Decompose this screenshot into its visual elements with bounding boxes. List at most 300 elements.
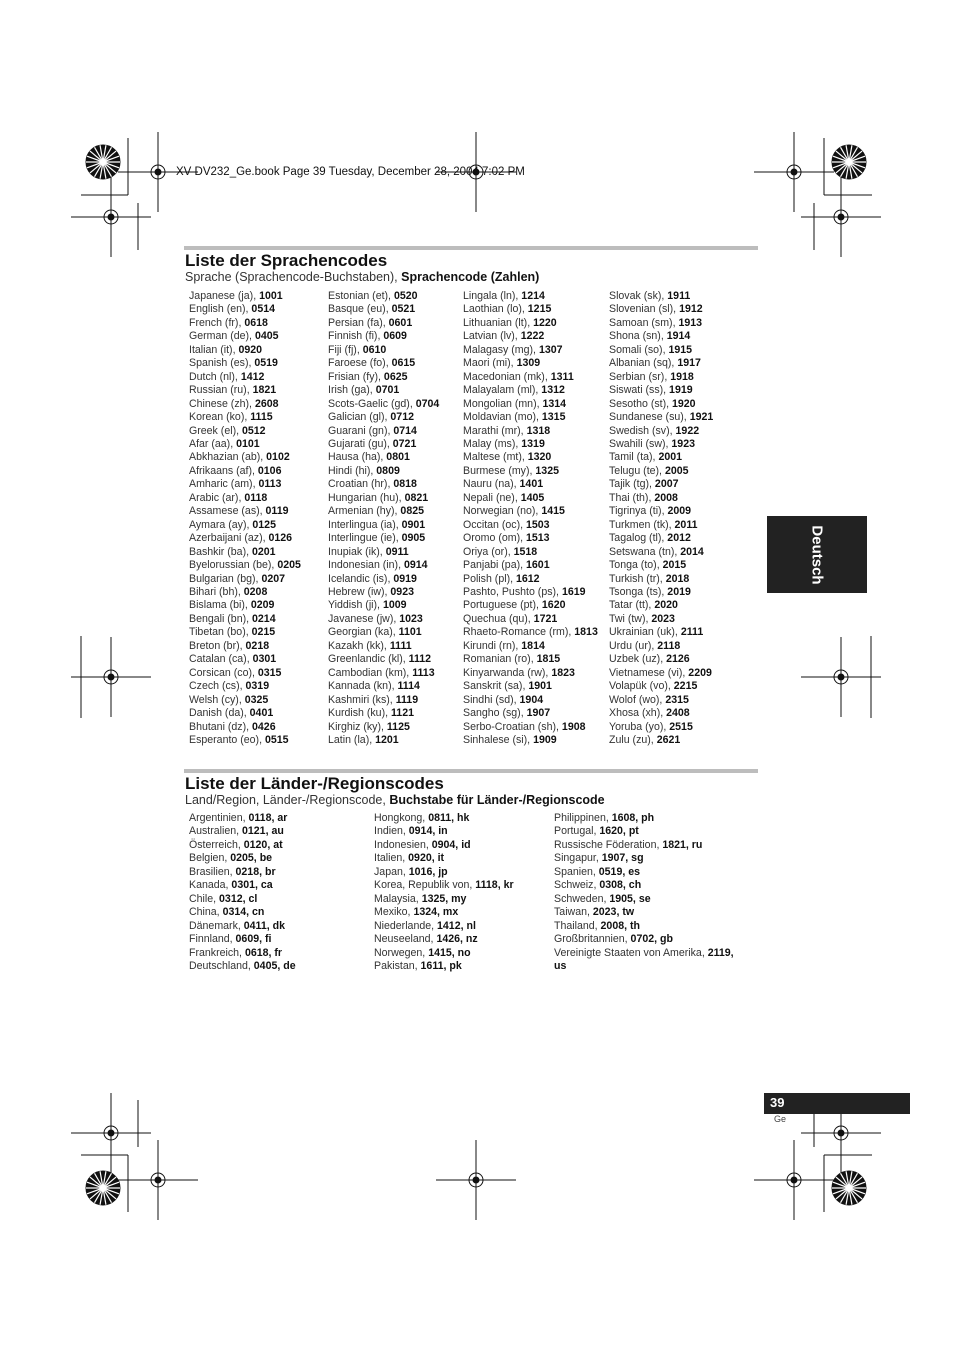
- list-item: [189, 653, 301, 666]
- entry-code: 1620, pt: [599, 825, 639, 838]
- page-number-bar: [764, 1093, 910, 1114]
- entry-code: 0601: [388, 316, 413, 329]
- list-item: [463, 573, 598, 586]
- entry-name: Polish (pl),: [463, 572, 516, 585]
- entry-code: 0405, de: [253, 959, 296, 972]
- entry-code: 1314: [542, 397, 567, 410]
- list-item: [189, 599, 301, 612]
- entry-name: German (de),: [189, 330, 255, 343]
- list-item: [328, 613, 439, 626]
- entry-code: 1118, kr: [475, 879, 514, 892]
- list-item: [189, 879, 296, 892]
- entry-code: 0514: [251, 303, 275, 316]
- country-column-1: [189, 812, 296, 973]
- entry-name: Chinese (zh),: [189, 397, 255, 410]
- entry-name: Icelandic (is),: [328, 572, 394, 585]
- section-rule: [184, 769, 758, 773]
- entry-name: Tigrinya (ti),: [609, 505, 668, 518]
- list-item: [609, 303, 713, 316]
- entry-name: Belgien,: [189, 852, 231, 865]
- list-item: [609, 519, 713, 532]
- entry-name: Frisian (fy),: [328, 370, 384, 383]
- list-item: [189, 425, 301, 438]
- entry-code: 1111: [389, 639, 412, 652]
- entry-code: 1821: [252, 384, 277, 397]
- entry-code: 0118, ar: [248, 812, 288, 824]
- language-section-subtitle: [185, 270, 539, 284]
- entry-code: 1907, sg: [601, 852, 644, 865]
- list-item: [328, 492, 439, 505]
- entry-code: 1821, ru: [662, 838, 703, 851]
- list-item: [189, 371, 301, 384]
- entry-name: Marathi (mr),: [463, 424, 527, 437]
- entry-name: Kazakh (kk),: [328, 639, 390, 652]
- list-item: [609, 344, 713, 357]
- entry-name: Albanian (sq),: [609, 357, 678, 370]
- entry-code: 0207: [261, 572, 286, 585]
- list-item: [189, 640, 301, 653]
- entry-code: 0512: [241, 424, 266, 437]
- entry-name: Tonga (to),: [609, 559, 663, 572]
- entry-code: 0625: [383, 370, 408, 383]
- entry-code: 0126: [268, 532, 293, 545]
- entry-code: 0609, fi: [235, 933, 272, 946]
- entry-code: 0515: [264, 733, 289, 746]
- list-item: [609, 721, 713, 734]
- entry-name: Maori (mi),: [463, 357, 517, 370]
- entry-name: Russische Föderation,: [554, 838, 663, 851]
- entry-code: 1426, nz: [436, 933, 478, 946]
- list-item: [328, 532, 439, 545]
- entry-name: Hongkong,: [374, 812, 429, 824]
- entry-name: Amharic (am),: [189, 478, 259, 491]
- entry-name: Telugu (te),: [609, 464, 665, 477]
- entry-code: 1318: [526, 424, 551, 437]
- entry-code: 0914: [403, 559, 428, 572]
- entry-code: 1815: [536, 653, 561, 666]
- entry-name: Japanese (ja),: [189, 290, 260, 302]
- entry-name: Spanish (es),: [189, 357, 255, 370]
- list-item: [374, 879, 514, 892]
- entry-code: 2119,: [707, 946, 734, 959]
- entry-name: Zulu (zu),: [609, 733, 657, 746]
- list-item: [463, 546, 598, 559]
- entry-name: Latin (la),: [328, 733, 376, 746]
- entry-name: Siswati (ss),: [609, 384, 670, 397]
- entry-code: 1601: [526, 559, 550, 572]
- entry-name: Afar (aa),: [189, 437, 237, 450]
- list-item: [554, 879, 734, 892]
- entry-code: 0405: [254, 330, 279, 343]
- entry-name: Hausa (ha),: [328, 451, 387, 464]
- entry-name: Corsican (co),: [189, 666, 258, 679]
- entry-code: 0519: [254, 357, 278, 370]
- entry-code: 0411, dk: [243, 919, 285, 932]
- entry-name: French (fr),: [189, 316, 245, 329]
- entry-name: Deutschland,: [189, 959, 254, 972]
- entry-name: Rhaeto-Romance (rm),: [463, 626, 575, 639]
- entry-name: Dutch (nl),: [189, 370, 241, 383]
- entry-name: Burmese (my),: [463, 464, 536, 477]
- list-item: [328, 707, 439, 720]
- entry-code: 1324, mx: [413, 906, 459, 919]
- list-item: [328, 694, 439, 707]
- entry-name: Vereinigte Staaten von Amerika,: [554, 946, 708, 959]
- entry-name: Afrikaans (af),: [189, 464, 258, 477]
- entry-code: 0101: [236, 437, 260, 450]
- entry-code: 1309: [516, 357, 541, 370]
- language-section-title: Liste der Sprachencodes: [185, 251, 388, 270]
- entry-code: 1201: [375, 733, 399, 746]
- entry-name: Panjabi (pa),: [463, 559, 527, 572]
- list-item: [554, 866, 734, 879]
- entry-code: 1125: [386, 720, 410, 733]
- entry-name: Sindhi (sd),: [463, 693, 520, 706]
- print-header-line: XV-DV232_Ge.book Page 39 Tuesday, December 28, 2004 7:02 PM: [176, 166, 525, 178]
- list-item: [554, 812, 734, 825]
- entry-code: 0618, fr: [244, 946, 283, 959]
- entry-code: 0301, ca: [231, 879, 273, 892]
- list-item: [463, 613, 598, 626]
- list-item: [189, 411, 301, 424]
- list-item: [609, 680, 713, 693]
- entry-name: Laothian (lo),: [463, 303, 528, 316]
- list-item: [328, 290, 439, 303]
- entry-name: Tajik (tg),: [609, 478, 655, 491]
- entry-name: Kashmiri (ks),: [328, 693, 396, 706]
- list-item: [554, 852, 734, 865]
- entry-name: Nauru (na),: [463, 478, 520, 491]
- entry-name: Swedish (sv),: [609, 424, 676, 437]
- list-item: [463, 640, 598, 653]
- entry-name: Malay (ms),: [463, 437, 522, 450]
- list-item: [328, 465, 439, 478]
- entry-name: Thai (th),: [609, 491, 655, 504]
- list-item: [328, 586, 439, 599]
- list-item: [463, 532, 598, 545]
- entry-name: Finnland,: [189, 933, 236, 946]
- entry-code: 0610: [362, 343, 387, 356]
- list-item: [328, 398, 439, 411]
- entry-name: Swahili (sw),: [609, 437, 672, 450]
- list-item: [328, 451, 439, 464]
- entry-name: Turkmen (tk),: [609, 518, 675, 531]
- entry-name: Irish (ga),: [328, 384, 376, 397]
- entry-name: Samoan (sm),: [609, 316, 679, 329]
- entry-code: 1518: [513, 545, 538, 558]
- entry-code: 0721: [392, 437, 417, 450]
- list-item: [189, 947, 296, 960]
- entry-code: 2008, th: [600, 919, 640, 932]
- entry-code: 1918: [670, 370, 694, 383]
- entry-code: 1907: [526, 707, 551, 720]
- entry-name: Nepali (ne),: [463, 491, 521, 504]
- list-item: [328, 599, 439, 612]
- entry-name: Singapur,: [554, 852, 602, 865]
- entry-code: 0609: [383, 330, 407, 343]
- entry-code: 1813: [574, 626, 598, 639]
- entry-code: 1912: [679, 303, 703, 316]
- entry-code: 1307: [538, 343, 563, 356]
- list-item: [374, 839, 514, 852]
- entry-name: Kanada,: [189, 879, 232, 892]
- list-item: [374, 947, 514, 960]
- list-item: [463, 559, 598, 572]
- entry-code: 0825: [400, 505, 424, 518]
- page-number: 39: [770, 1095, 785, 1110]
- list-item: [609, 384, 713, 397]
- entry-name: Sanskrit (sa),: [463, 680, 529, 693]
- entry-code: 1311: [550, 370, 574, 383]
- entry-name: Portuguese (pt),: [463, 599, 542, 612]
- list-item: [463, 465, 598, 478]
- entry-name: Großbritannien,: [554, 933, 631, 946]
- entry-name: Norwegian (no),: [463, 505, 542, 518]
- entry-name: Bulgarian (bg),: [189, 572, 262, 585]
- list-item: [189, 866, 296, 879]
- list-item: [463, 371, 598, 384]
- entry-code: 2020: [654, 599, 678, 612]
- list-item: [609, 371, 713, 384]
- entry-name: Japan,: [374, 865, 409, 878]
- entry-code: 1620: [541, 599, 566, 612]
- entry-code: 0121, au: [242, 825, 284, 838]
- entry-code: 0102: [266, 451, 290, 464]
- entry-code: 2111: [680, 626, 704, 639]
- entry-code: 1220: [533, 316, 557, 329]
- list-item: [463, 694, 598, 707]
- entry-code: 2018: [665, 572, 690, 585]
- language-column-4: [609, 290, 713, 747]
- entry-name: Estonian (et),: [328, 290, 394, 302]
- entry-name: Aymara (ay),: [189, 518, 253, 531]
- list-item: [189, 825, 296, 838]
- list-item: [609, 707, 713, 720]
- entry-code: 1921: [689, 411, 714, 424]
- list-item: [328, 640, 439, 653]
- entry-name: Vietnamese (vi),: [609, 666, 689, 679]
- entry-name: Arabic (ar),: [189, 491, 245, 504]
- entry-name: Hebrew (iw),: [328, 585, 391, 598]
- entry-code: 1119: [395, 693, 419, 706]
- list-item: [189, 573, 301, 586]
- list-item: [328, 425, 439, 438]
- entry-code: 0911: [385, 545, 409, 558]
- list-item: [463, 586, 598, 599]
- entry-code: 2621: [656, 733, 681, 746]
- list-item: [189, 519, 301, 532]
- entry-code: 2014: [680, 545, 704, 558]
- entry-code: 1101: [398, 626, 422, 639]
- list-item: [328, 680, 439, 693]
- list-item: [609, 573, 713, 586]
- list-item: [609, 546, 713, 559]
- entry-code: 0904, id: [431, 838, 471, 851]
- list-item: [463, 384, 598, 397]
- list-item: [189, 721, 301, 734]
- entry-name: Ukrainian (uk),: [609, 626, 681, 639]
- list-item: [189, 317, 301, 330]
- list-item: [609, 330, 713, 343]
- entry-name: Bhutani (dz),: [189, 720, 253, 733]
- list-item: [374, 960, 514, 973]
- list-item: [554, 960, 734, 973]
- entry-code: 1823: [551, 666, 575, 679]
- entry-name: Hindi (hi),: [328, 464, 377, 477]
- entry-code: 1121: [391, 707, 414, 720]
- entry-code: 0521: [391, 303, 416, 316]
- list-item: [463, 344, 598, 357]
- list-item: [328, 626, 439, 639]
- entry-name: Oromo (om),: [463, 532, 526, 545]
- entry-code: 0905: [401, 532, 426, 545]
- language-column-1: [189, 290, 301, 747]
- entry-code: 0308, ch: [599, 879, 642, 892]
- list-item: [463, 398, 598, 411]
- list-item: [328, 371, 439, 384]
- entry-code: 2118: [657, 639, 681, 652]
- list-item: [463, 438, 598, 451]
- subtitle-plain: Sprache (Sprachencode-Buchstaben),: [185, 270, 402, 284]
- list-item: [374, 852, 514, 865]
- entry-code: us: [554, 959, 567, 972]
- entry-code: 1908: [561, 720, 586, 733]
- entry-name: Cambodian (km),: [328, 666, 413, 679]
- list-item: [189, 546, 301, 559]
- entry-name: Serbian (sr),: [609, 370, 671, 383]
- list-item: [189, 344, 301, 357]
- entry-name: Lithuanian (lt),: [463, 316, 534, 329]
- entry-code: 0113: [258, 478, 282, 491]
- entry-name: Sinhalese (si),: [463, 733, 534, 746]
- list-item: [189, 384, 301, 397]
- entry-name: Hungarian (hu),: [328, 491, 405, 504]
- entry-code: 0319: [245, 680, 270, 693]
- entry-name: Tamil (ta),: [609, 451, 659, 464]
- entry-code: 2001: [658, 451, 683, 464]
- entry-code: 0201: [252, 545, 276, 558]
- entry-code: 2019: [667, 585, 691, 598]
- list-item: [189, 398, 301, 411]
- entry-code: 0821: [404, 491, 429, 504]
- entry-name: Turkish (tr),: [609, 572, 666, 585]
- entry-name: Malagasy (mg),: [463, 343, 539, 356]
- list-item: [463, 290, 598, 303]
- list-item: [374, 893, 514, 906]
- list-item: [463, 357, 598, 370]
- list-item: [328, 734, 439, 747]
- entry-name: Schweden,: [554, 892, 610, 905]
- entry-name: Yoruba (yo),: [609, 720, 670, 733]
- entry-code: 2005: [664, 464, 689, 477]
- list-item: [189, 893, 296, 906]
- list-item: [463, 505, 598, 518]
- entry-code: 0209: [250, 599, 275, 612]
- entry-name: Interlingua (ia),: [328, 518, 402, 531]
- entry-code: 1901: [528, 680, 552, 693]
- entry-code: 1914: [666, 330, 691, 343]
- entry-code: 0205, be: [230, 852, 273, 865]
- entry-code: 1923: [671, 437, 695, 450]
- list-item: [463, 330, 598, 343]
- entry-code: 1415: [541, 505, 565, 518]
- entry-code: 0214: [252, 612, 276, 625]
- list-item: [463, 478, 598, 491]
- list-item: [463, 425, 598, 438]
- side-language-tab: [767, 516, 867, 593]
- entry-name: Georgian (ka),: [328, 626, 399, 639]
- entry-code: 1023: [399, 612, 423, 625]
- entry-code: 2007: [654, 478, 679, 491]
- entry-name: Latvian (lv),: [463, 330, 521, 343]
- list-item: [609, 599, 713, 612]
- list-item: [609, 425, 713, 438]
- entry-name: Fiji (fj),: [328, 343, 363, 356]
- entry-name: Finnish (fi),: [328, 330, 384, 343]
- entry-name: Moldavian (mo),: [463, 411, 542, 424]
- entry-code: 1001: [259, 290, 283, 302]
- list-item: [463, 411, 598, 424]
- entry-code: 0919: [393, 572, 417, 585]
- entry-name: Gujarati (gu),: [328, 437, 393, 450]
- entry-name: Tsonga (ts),: [609, 585, 668, 598]
- side-tab-label: Deutsch: [808, 524, 826, 585]
- entry-code: 0920, it: [408, 852, 445, 865]
- entry-code: 1222: [520, 330, 545, 343]
- entry-code: 1513: [525, 532, 550, 545]
- subtitle-bold: Buchstabe für Länder-/Regionscode: [389, 793, 605, 807]
- list-item: [189, 357, 301, 370]
- entry-code: 0118: [244, 491, 268, 504]
- entry-name: Uzbek (uz),: [609, 653, 667, 666]
- list-item: [328, 519, 439, 532]
- entry-name: Basque (eu),: [328, 303, 392, 316]
- entry-code: 1503: [526, 518, 550, 531]
- entry-code: 1612: [515, 572, 540, 585]
- entry-code: 0920: [238, 343, 263, 356]
- entry-name: Niederlande,: [374, 919, 438, 932]
- entry-name: Oriya (or),: [463, 545, 514, 558]
- entry-code: 1919: [669, 384, 693, 397]
- entry-code: 2515: [669, 720, 693, 733]
- entry-name: Slovak (sk),: [609, 290, 668, 302]
- entry-name: Breton (br),: [189, 639, 246, 652]
- entry-code: 0704: [415, 397, 440, 410]
- entry-code: 1913: [678, 316, 703, 329]
- list-item: [463, 451, 598, 464]
- entry-code: 1814: [521, 639, 545, 652]
- section-rule: [184, 246, 758, 250]
- list-item: [609, 532, 713, 545]
- list-item: [609, 505, 713, 518]
- entry-code: 1319: [521, 437, 545, 450]
- entry-name: Volapük (vo),: [609, 680, 674, 693]
- entry-code: 2023: [651, 612, 675, 625]
- entry-code: 0218: [245, 639, 270, 652]
- list-item: [189, 734, 301, 747]
- entry-name: Serbo-Croatian (sh),: [463, 720, 562, 733]
- list-item: [189, 559, 301, 572]
- list-item: [463, 667, 598, 680]
- list-item: [463, 519, 598, 532]
- entry-code: 0125: [252, 518, 276, 531]
- entry-name: Indien,: [374, 825, 409, 838]
- entry-name: Norwegen,: [374, 946, 429, 959]
- list-item: [189, 586, 301, 599]
- list-item: [189, 839, 296, 852]
- entry-code: 1905, se: [609, 892, 651, 905]
- list-item: [609, 398, 713, 411]
